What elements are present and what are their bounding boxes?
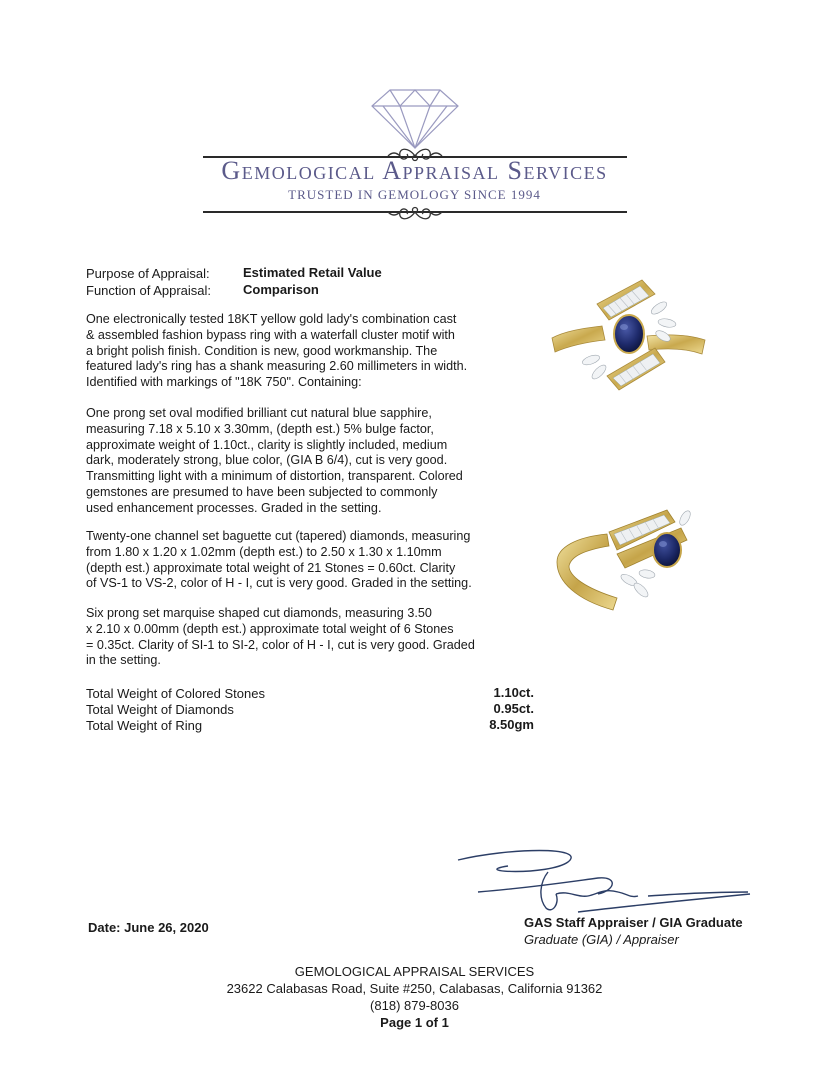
purpose-label: Purpose of Appraisal: [86, 266, 210, 281]
text-line: from 1.80 x 1.20 x 1.02mm (depth est.) to 2.50 x 1.30 x 1.10mm [86, 544, 442, 559]
text-line: in the setting. [86, 653, 161, 668]
footer-company: GEMOLOGICAL APPRAISAL SERVICES [294, 964, 535, 979]
text-line: dark, moderately strong, blue color, (GIA B 6/4), cut is very good. [86, 453, 448, 468]
ring-photo-side-view [547, 492, 707, 622]
text-line: of VS-1 to VS-2, color of H - I, cut is very good. Graded in the setting. [86, 576, 472, 591]
text-line: Twenty-one channel set baguette cut (tapered) diamonds, measuring [86, 529, 471, 543]
description-paragraph-baguettes [86, 529, 516, 592]
text-line: x 2.10 x 0.00mm (depth est.) approximate total weight of 6 Stones [86, 621, 454, 636]
company-tagline: TRUSTED IN GEMOLOGY SINCE 1994 [288, 187, 541, 202]
total-label: Total Weight of Diamonds [86, 702, 234, 717]
company-title: Gemological Appraisal Services [221, 156, 608, 185]
scroll-ornament-bottom-icon [380, 200, 450, 224]
text-line: gemstones are presumed to have been subjected to commonly [86, 484, 438, 499]
text-line: One prong set oval modified brilliant cut natural blue sapphire, [86, 406, 432, 420]
total-value: 8.50gm [489, 717, 534, 732]
text-line: featured lady's ring has a shank measuring 2.60 millimeters in width. [86, 359, 468, 374]
text-line: Transmitting light with a minimum of distortion, transparent. Colored [86, 469, 463, 484]
total-label: Total Weight of Colored Stones [86, 686, 265, 701]
text-line: measuring 7.18 x 5.10 x 3.30mm, (depth est.) 5% bulge factor, [86, 421, 434, 436]
text-line: used enhancement processes. Graded in the setting. [86, 500, 382, 515]
description-paragraph-marquise [86, 606, 516, 669]
appraiser-credentials: Graduate (GIA) / Appraiser [524, 932, 679, 947]
description-paragraph-sapphire [86, 406, 516, 517]
appraiser-title: GAS Staff Appraiser / GIA Graduate [524, 915, 743, 930]
text-line: Six prong set marquise shaped cut diamonds, measuring 3.50 [86, 606, 432, 620]
text-line: = 0.35ct. Clarity of SI-1 to SI-2, color of H - I, cut is very good. Graded [86, 637, 475, 652]
description-paragraph-ring [86, 312, 516, 391]
text-line: & assembled fashion bypass ring with a waterfall cluster motif with [86, 327, 455, 342]
appraisal-date: Date: June 26, 2020 [88, 920, 209, 935]
diamond-logo-icon [370, 88, 460, 150]
ring-photo-top-view [547, 268, 707, 418]
function-value: Comparison [243, 282, 319, 297]
total-label: Total Weight of Ring [86, 718, 203, 733]
total-value: 0.95ct. [493, 701, 534, 716]
text-line: a bright polish finish. Condition is new, good workmanship. The [86, 343, 438, 358]
page-number: Page 1 of 1 [380, 1015, 449, 1030]
text-line: One electronically tested 18KT yellow gold lady's combination cast [86, 312, 457, 326]
text-line: Identified with markings of "18K 750". Containing: [86, 375, 362, 390]
text-line: approximate weight of 1.10ct., clarity is slightly included, medium [86, 437, 448, 452]
footer-address: 23622 Calabasas Road, Suite #250, Calabasas, California 91362 [226, 981, 603, 996]
total-value: 1.10ct. [493, 685, 534, 700]
text-line: (depth est.) approximate total weight of 21 Stones = 0.60ct. Clarity [86, 560, 456, 575]
function-label: Function of Appraisal: [86, 283, 212, 298]
handwritten-signature [448, 842, 758, 922]
footer-phone: (818) 879-8036 [370, 998, 459, 1013]
purpose-value: Estimated Retail Value [243, 265, 382, 280]
